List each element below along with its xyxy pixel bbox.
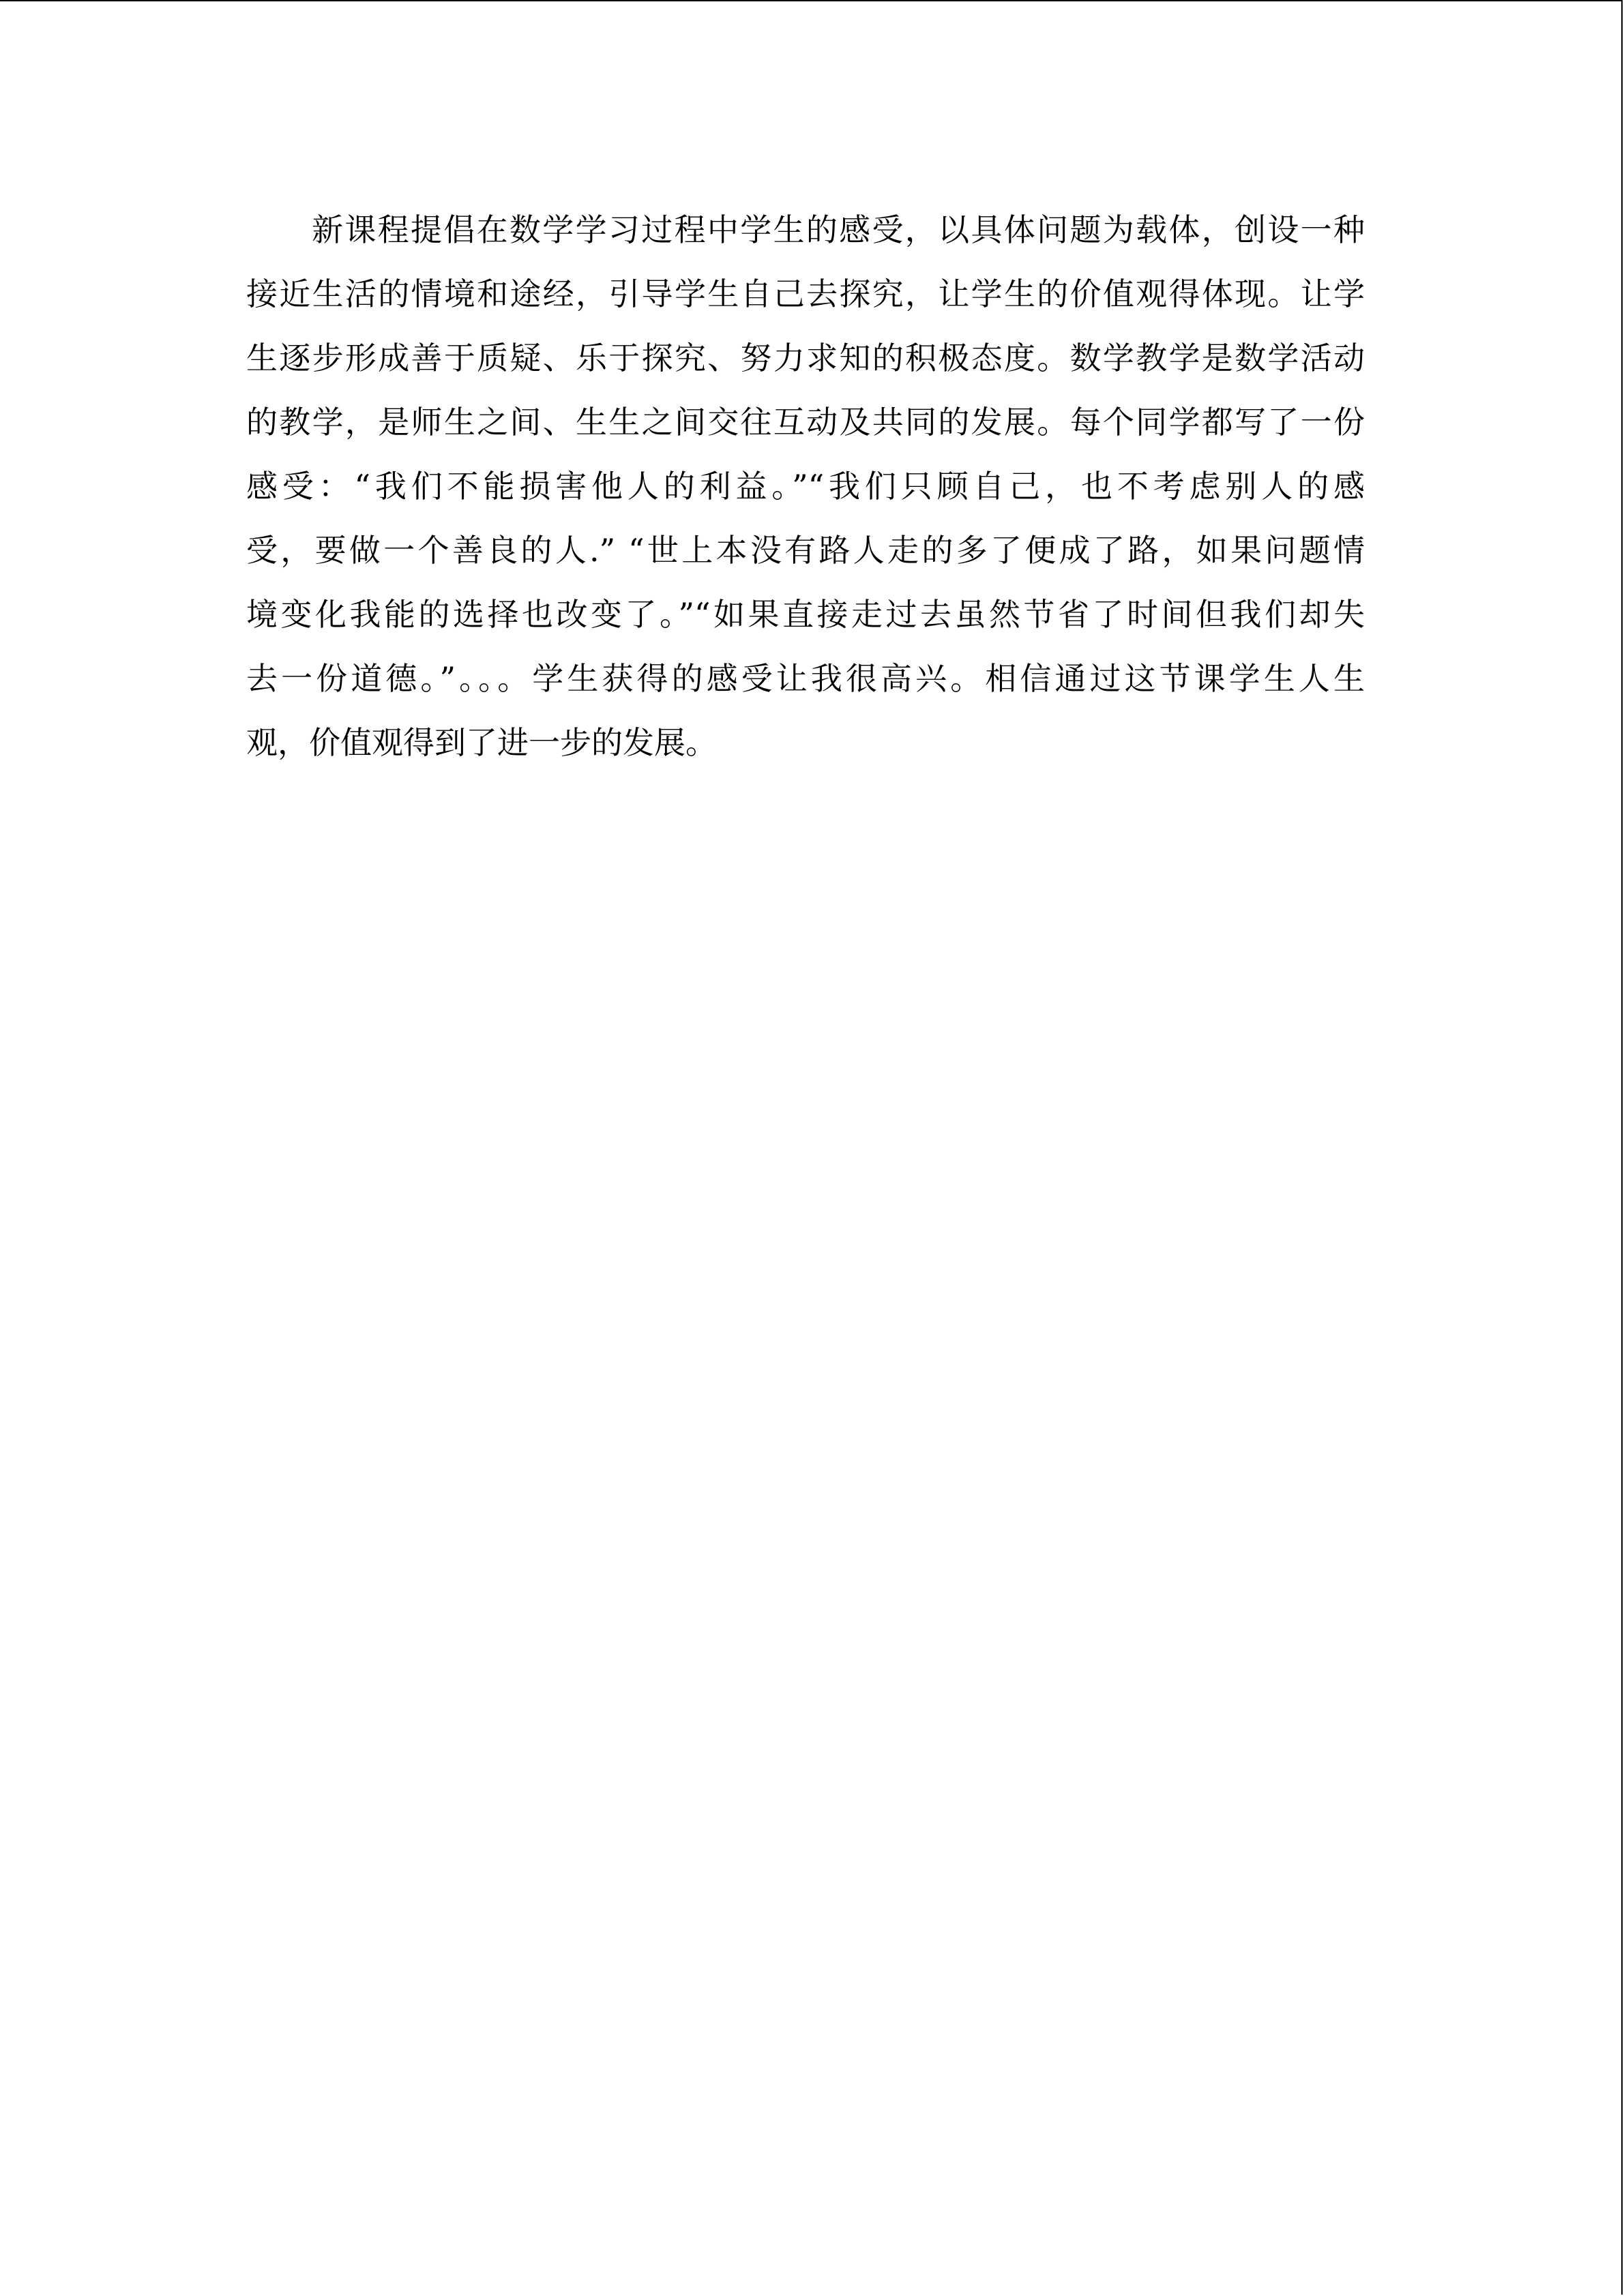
paragraph-line-1: 新课程提倡在数学学习过程中学生的感受，以具体问题为载体，创设一种 [312, 211, 1365, 248]
paragraph-line-5: 感受：“我们不能损害他人的利益。”“我们只顾自己，也不考虑别人的感 [246, 468, 1365, 505]
paragraph-line-2: 接近生活的情境和途经，引导学生自己去探究，让学生的价值观得体现。让学 [246, 275, 1365, 312]
paragraph-line-6: 受，要做一个善良的人.” “世上本没有路人走的多了便成了路，如果问题情 [246, 532, 1365, 569]
paragraph-line-8: 去一份道德。”。。。学生获得的感受让我很高兴。相信通过这节课学生人生 [246, 660, 1365, 697]
paragraph-line-9: 观，价值观得到了进一步的发展。 [246, 724, 717, 761]
paragraph-line-4: 的教学，是师生之间、生生之间交往互动及共同的发展。每个同学都写了一份 [246, 404, 1365, 441]
body-paragraph [246, 198, 1365, 775]
paragraph-line-3: 生逐步形成善于质疑、乐于探究、努力求知的积极态度。数学教学是数学活动 [246, 340, 1365, 376]
paragraph-line-7: 境变化我能的选择也改变了。”“如果直接走过去虽然节省了时间但我们却失 [246, 596, 1365, 633]
